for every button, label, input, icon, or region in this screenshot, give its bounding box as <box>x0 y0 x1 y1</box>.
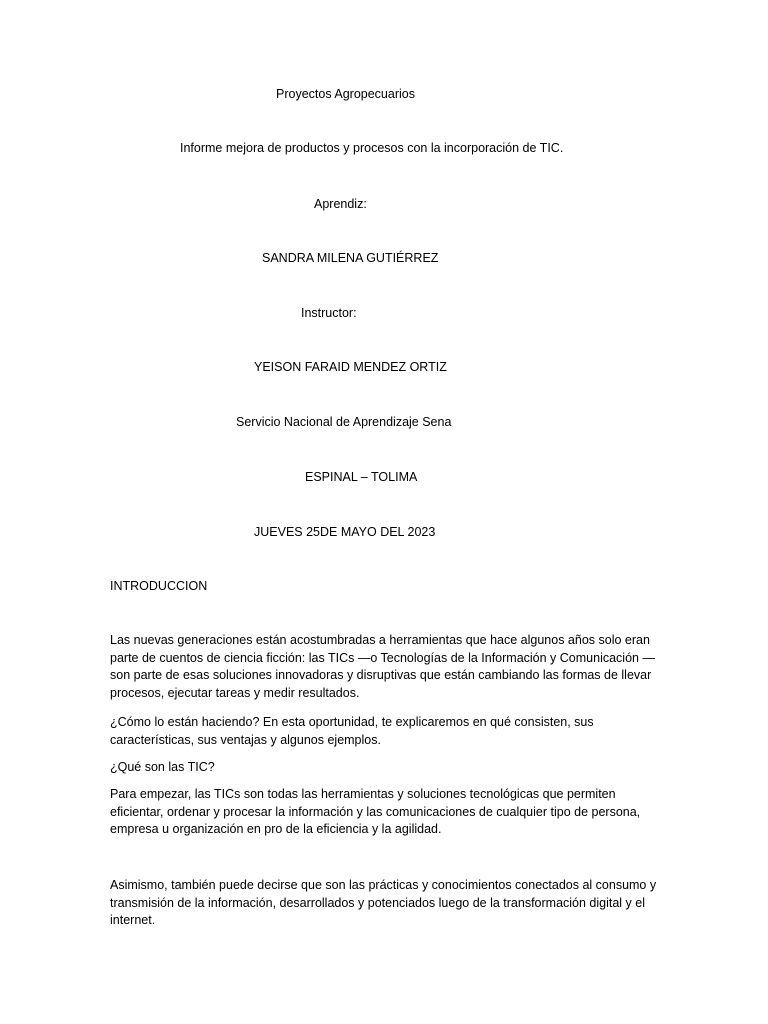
instructor-name: YEISON FARAID MENDEZ ORTIZ <box>254 360 447 374</box>
institution-name: Servicio Nacional de Aprendizaje Sena <box>236 415 452 429</box>
report-title: Informe mejora de productos y procesos con la incorporación de TIC. <box>180 141 564 155</box>
location: ESPINAL – TOLIMA <box>305 470 418 484</box>
course-title: Proyectos Agropecuarios <box>276 87 415 101</box>
paragraph-definition: Para empezar, las TICs son todas las herramientas y soluciones tecnológicas que permiten eficientar, ordenar y procesar la información y las comunicaciones de cualquier tipo de persona, empresa u organización en pro de la eficiencia y la agilidad. <box>110 787 641 836</box>
paragraph-practices: Asimismo, también puede decirse que son las prácticas y conocimientos conectados al consumo y transmisión de la información, desarrollados y potenciados luego de la transformación digital y el internet. <box>110 878 657 927</box>
paragraph-how: ¿Cómo lo están haciendo? En esta oportunidad, te explicaremos en qué consisten, sus características, sus ventajas y algunos ejemplos. <box>110 715 594 747</box>
instructor-label: Instructor: <box>301 306 357 320</box>
paragraph-tics-intro: Las nuevas generaciones están acostumbradas a herramientas que hace algunos años solo eran parte de cuentos de ciencia ficción: las TICs —o Tecnologías de la Información y Comunicación — son parte de esas soluciones innovadoras y disruptivas que están cambiando las formas de llevar procesos, ejecutar tareas y medir resultados. <box>110 633 655 700</box>
apprentice-label: Aprendiz: <box>314 197 367 211</box>
intro-heading: INTRODUCCION <box>110 579 208 593</box>
paragraph-question: ¿Qué son las TIC? <box>110 760 215 774</box>
apprentice-name: SANDRA MILENA GUTIÉRREZ <box>262 251 439 265</box>
document-date: JUEVES 25DE MAYO DEL 2023 <box>254 525 436 539</box>
